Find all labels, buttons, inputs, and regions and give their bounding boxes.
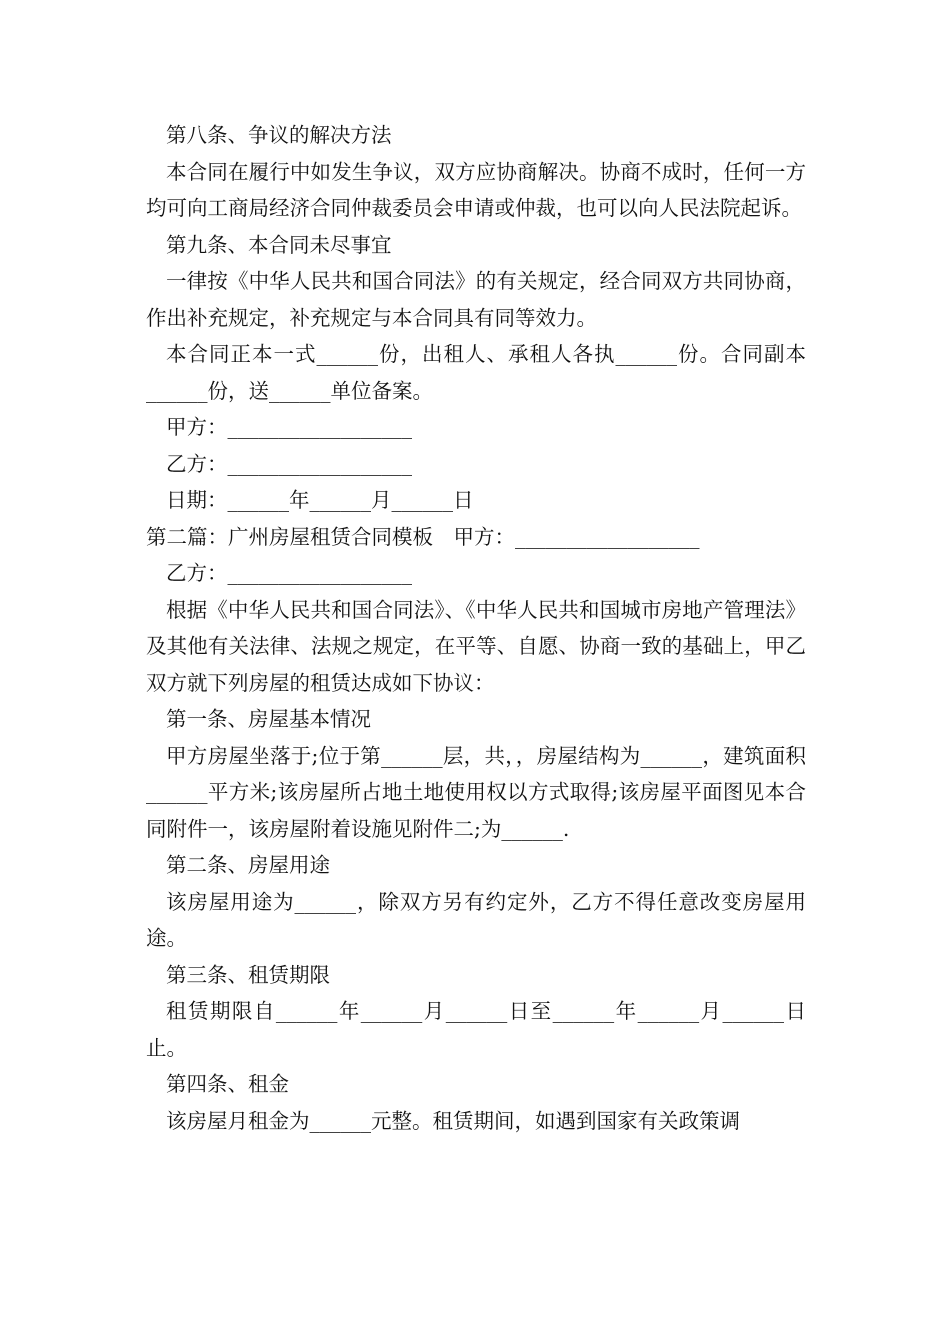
- heading-article-3: 第三条、租赁期限: [166, 962, 330, 987]
- article-4-body: 该房屋月租金为______元整。租赁期间，如遇到国家有关政策调: [166, 1108, 740, 1133]
- party-b-line: 乙方：__________________: [166, 451, 412, 476]
- heading-article-8: 第八条、争议的解决方法: [166, 123, 392, 147]
- heading-article-9: 第九条、本合同未尽事宜: [166, 232, 392, 257]
- article-3-body: 租赁期限自______年______月______日至______年______月______日止。: [146, 999, 806, 1060]
- article-9-body: 一律按《中华人民共和国合同法》的有关规定，经合同双方共同协商，作出补充规定，补充规定与本合同具有同等效力。: [146, 269, 806, 330]
- article-2-body: 该房屋用途为______，除双方另有约定外，乙方不得任意改变房屋用途。: [146, 889, 806, 950]
- party-a-line: 甲方：__________________: [166, 415, 412, 439]
- heading-article-2: 第二条、房屋用途: [166, 853, 330, 877]
- copies-clause: 本合同正本一式______份，出租人、承租人各执______份。合同副本______份，送______单位备案。: [146, 342, 806, 403]
- part-2-party-b-line: 乙方：__________________: [166, 561, 412, 585]
- preamble: 根据《中华人民共和国合同法》、《中华人民共和国城市房地产管理法》及其他有关法律、法规之规定，在平等、自愿、协商一致的基础上，甲乙双方就下列房屋的租赁达成如下协议：: [146, 597, 806, 695]
- heading-article-1: 第一条、房屋基本情况: [166, 707, 371, 731]
- article-1-body: 甲方房屋坐落于;位于第______层，共，，房屋结构为______，建筑面积______平方米;该房屋所占地土地使用权以方式取得;该房屋平面图见本合同附件一，该房屋附着设施见附件二;为______.: [146, 743, 806, 841]
- part-2-title: 第二篇：广州房屋租赁合同模板 甲方：__________________: [146, 524, 700, 549]
- document-page: [146, 117, 806, 1139]
- heading-article-4: 第四条、租金: [166, 1072, 289, 1096]
- article-8-body: 本合同在履行中如发生争议，双方应协商解决。协商不成时，任何一方均可向工商局经济合同仲裁委员会申请或仲裁，也可以向人民法院起诉。: [146, 159, 806, 220]
- date-line: 日期：______年______月______日: [166, 488, 474, 512]
